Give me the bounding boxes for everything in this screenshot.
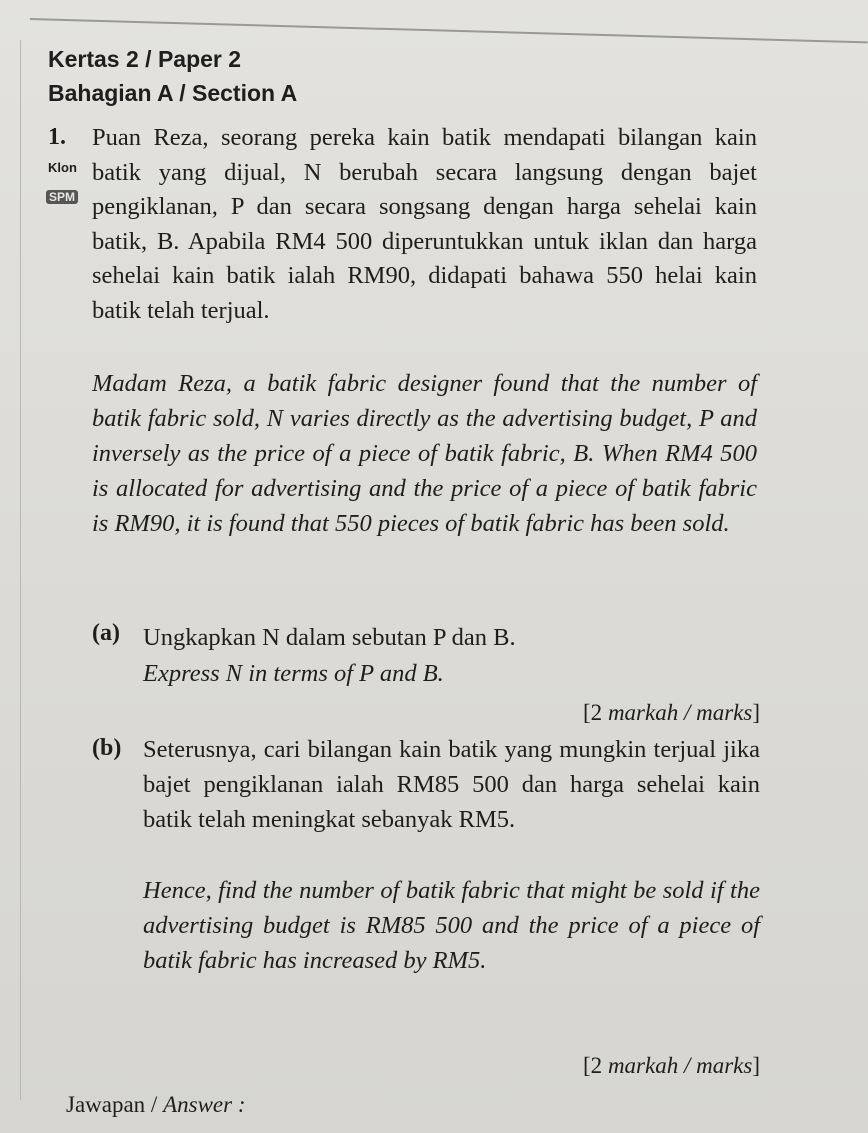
part-b-marks: [2 markah / marks] — [583, 1053, 760, 1078]
spm-badge: SPM — [46, 190, 78, 204]
klon-tag: Klon — [48, 160, 77, 175]
part-a-label: (a) — [92, 620, 120, 646]
part-a-marks: [2 markah / marks] — [583, 700, 760, 725]
part-b-english: Hence, find the number of batik fabric that might be sold if the advertising budget is RM85 500 and the price of a piece of batik fabric has increased by RM5. — [143, 877, 760, 974]
part-a-english: Express N in terms of P and B. — [143, 660, 444, 687]
left-margin-line — [20, 40, 21, 1100]
question-number: 1. — [48, 124, 66, 150]
part-b-label: (b) — [92, 735, 122, 761]
answer-label: Jawapan / Answer : — [66, 1092, 246, 1117]
paper-heading: Kertas 2 / Paper 2 — [48, 46, 242, 72]
top-divider — [30, 18, 868, 43]
question-english-text: Madam Reza, a batik fabric designer found that the number of batik fabric sold, N varies directly as the advertising budget, P and inversely as the price of a piece of batik fabric, B. When RM4 500 is allocated for advertising and the price of a piece of batik fabric is RM90, it is found that 550 pieces of batik fabric has been sold. — [92, 370, 757, 537]
section-heading: Bahagian A / Section A — [48, 80, 298, 106]
part-b-malay: Seterusnya, cari bilangan kain batik yang mungkin terjual jika bajet pengiklanan ialah RM85 500 dan harga sehelai kain batik telah meningkat sebanyak RM5. — [143, 736, 760, 833]
question-malay-text: Puan Reza, seorang pereka kain batik mendapati bilangan kain batik yang dijual, N berubah secara langsung dengan bajet pengiklanan, P dan secara songsang dengan harga sehelai kain batik, B. Apabila RM4 500 diperuntukkan untuk iklan dan harga sehelai kain batik ialah RM90, didapati bahawa 550 helai kain batik telah terjual. — [92, 124, 757, 324]
part-a-malay: Ungkapkan N dalam sebutan P dan B. — [143, 624, 516, 651]
